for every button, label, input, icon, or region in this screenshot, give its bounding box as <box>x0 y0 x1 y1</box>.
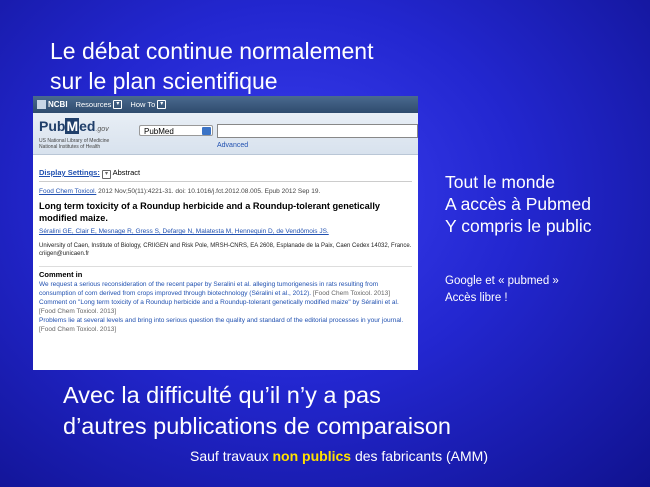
display-settings-link[interactable]: Display Settings: <box>39 168 100 177</box>
comment-text[interactable]: Problems lie at several levels and bring into serious question the quality and standard of the editorial processes in your journal. <box>39 316 404 324</box>
bottom-text <box>63 380 451 442</box>
footnote-suffix: des fabricants (AMM) <box>351 448 488 464</box>
slide-title-line-2: sur le plan scientifique <box>50 68 278 94</box>
citation <box>39 188 320 195</box>
journal-link[interactable]: Food Chem Toxicol. <box>39 188 97 195</box>
search-input[interactable] <box>217 124 418 138</box>
pubmed-search-area <box>33 113 418 155</box>
comment-ref: [Food Chem Toxicol. 2013] <box>312 289 391 297</box>
comment-text[interactable]: We request a serious reconsideration of the recent paper by Seralini et al. alleging tumorigenesis in rats resulting from consumption of corn derived from crops improved through biotechnology (Séralini et al., 2012). <box>39 281 379 297</box>
pubmed-logo[interactable] <box>39 118 109 134</box>
side-small-line: Google et « pubmed » <box>445 275 559 287</box>
pubmed-screenshot <box>33 96 418 370</box>
authors-list[interactable]: Séralini GE, Clair E, Mesnage R, Gress S, Defarge N, Malatesta M, Hennequin D, de Vendômois JS. <box>39 228 329 235</box>
bottom-line-1: Avec la difficulté qu’il n’y a pas <box>63 382 381 408</box>
database-select-value: PubMed <box>144 127 174 136</box>
bottom-line-2: d’autres publications de comparaison <box>63 413 451 439</box>
footnote <box>190 448 488 464</box>
affiliation: University of Caen, Institute of Biology, CRIIGEN and Risk Pole, MRSH-CNRS, EA 2608, Esplanade de la Paix, Caen Cedex 14032, France. criigen@unicaen.fr <box>39 243 412 257</box>
howto-menu[interactable] <box>130 100 166 109</box>
article-title: Long term toxicity of a Roundup herbicide and a Roundup-tolerant genetically modified maize. <box>39 201 380 223</box>
comment-item[interactable] <box>39 281 415 299</box>
nlm-line-2: National Institutes of Health <box>39 144 101 150</box>
comment-in-heading: Comment in <box>39 270 83 279</box>
resources-menu[interactable] <box>76 100 123 109</box>
slide-title <box>50 36 374 96</box>
side-text <box>445 171 592 237</box>
citation-details: 2012 Nov;50(11):4221-31. doi: 10.1016/j.fct.2012.08.005. Epub 2012 Sep 19. <box>96 188 321 195</box>
comment-text[interactable]: Comment on "Long term toxicity of a Roundup herbicide and a Roundup-tolerant genetically modified maize" by Séralini et al. <box>39 298 399 306</box>
advanced-search-link[interactable]: Advanced <box>217 142 249 149</box>
resources-menu-label: Resources <box>75 100 112 109</box>
pubmed-logo-m: M <box>66 118 79 134</box>
nlm-line-1: US National Library of Medicine <box>39 138 110 144</box>
pubmed-logo-gov: .gov <box>95 126 109 133</box>
side-small-text <box>445 273 559 307</box>
nlm-label <box>39 138 109 150</box>
comment-item[interactable] <box>39 299 415 317</box>
footnote-prefix: Sauf travaux <box>190 448 273 464</box>
ncbi-logo-icon <box>37 100 46 109</box>
select-arrows-icon <box>202 127 211 135</box>
divider <box>39 181 412 182</box>
comment-ref: [Food Chem Toxicol. 2013] <box>39 325 117 333</box>
ncbi-logo[interactable] <box>37 100 68 109</box>
comment-ref: [Food Chem Toxicol. 2013] <box>39 307 117 315</box>
display-settings-value: Abstract <box>112 168 141 177</box>
divider <box>39 266 412 267</box>
slide-title-line-1: Le débat continue normalement <box>50 38 374 64</box>
ncbi-header-bar <box>33 96 418 113</box>
side-line: A accès à Pubmed <box>445 194 591 214</box>
pubmed-logo-pub: Pub <box>39 118 66 134</box>
comment-item[interactable] <box>39 317 415 335</box>
chevron-down-icon[interactable]: ▾ <box>102 170 111 179</box>
display-settings[interactable] <box>39 168 140 179</box>
database-select[interactable] <box>139 125 213 136</box>
side-line: Tout le monde <box>445 172 555 192</box>
chevron-down-icon: ▾ <box>113 100 122 109</box>
comments-list <box>39 281 415 334</box>
side-line: Y compris le public <box>445 216 592 236</box>
ncbi-logo-label: NCBI <box>48 100 68 109</box>
pubmed-logo-ed: ed <box>79 118 96 134</box>
footnote-highlight: non publics <box>272 448 352 464</box>
howto-menu-label: How To <box>130 100 156 109</box>
chevron-down-icon: ▾ <box>157 100 166 109</box>
side-small-line: Accès libre ! <box>445 292 508 304</box>
